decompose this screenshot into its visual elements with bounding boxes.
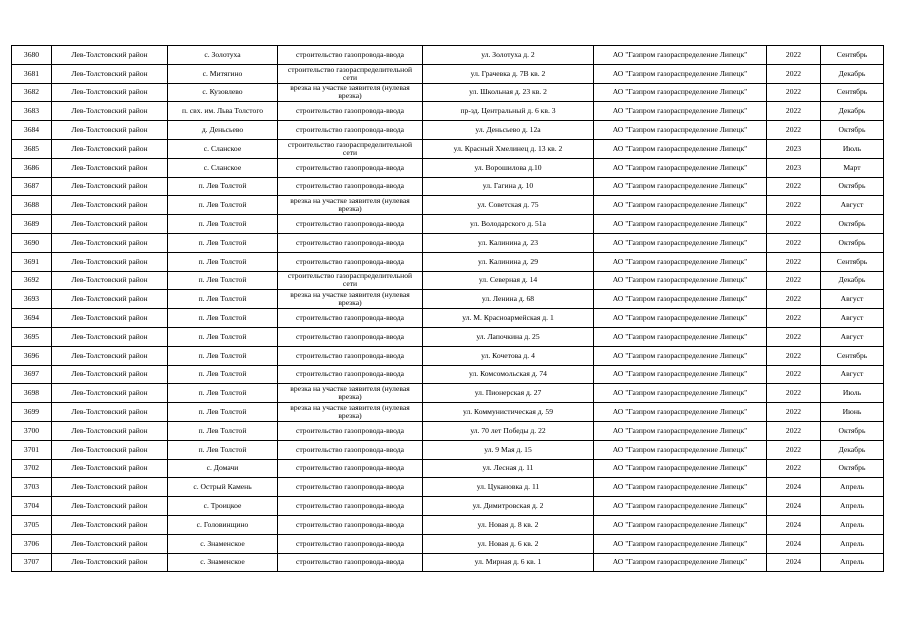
month-cell: Апрель bbox=[821, 478, 884, 497]
organization-cell: АО "Газпром газораспределение Липецк" bbox=[594, 478, 767, 497]
settlement-cell: с. Домачи bbox=[168, 459, 278, 478]
table-row bbox=[12, 553, 884, 572]
address-cell: ул. Цукановка д. 11 bbox=[423, 478, 594, 497]
address-cell: ул. Калинина д. 23 bbox=[423, 233, 594, 252]
address-cell: ул. Советская д. 75 bbox=[423, 196, 594, 215]
address-cell: ул. Золотуха д. 2 bbox=[423, 46, 594, 65]
year-cell: 2022 bbox=[767, 102, 821, 121]
row-number-cell: 3681 bbox=[12, 64, 52, 83]
work-type-cell: врезка на участке заявителя (нулевая врезка) bbox=[278, 83, 423, 102]
month-cell: Апрель bbox=[821, 515, 884, 534]
table-row bbox=[12, 440, 884, 459]
row-number-cell: 3704 bbox=[12, 497, 52, 516]
settlement-cell: п. свх. им. Льва Толстого bbox=[168, 102, 278, 121]
table-row bbox=[12, 327, 884, 346]
year-cell: 2024 bbox=[767, 515, 821, 534]
district-cell: Лев-Толстовский район bbox=[52, 121, 168, 140]
table-row bbox=[12, 215, 884, 234]
work-type-cell: строительство газопровода-ввода bbox=[278, 215, 423, 234]
work-type-cell: строительство газопровода-ввода bbox=[278, 327, 423, 346]
settlement-cell: с. Митягино bbox=[168, 64, 278, 83]
settlement-cell: с. Сланское bbox=[168, 158, 278, 177]
table-row bbox=[12, 252, 884, 271]
row-number-cell: 3701 bbox=[12, 440, 52, 459]
organization-cell: АО "Газпром газораспределение Липецк" bbox=[594, 459, 767, 478]
row-number-cell: 3697 bbox=[12, 365, 52, 384]
row-number-cell: 3695 bbox=[12, 327, 52, 346]
organization-cell: АО "Газпром газораспределение Липецк" bbox=[594, 403, 767, 422]
month-cell: Сентябрь bbox=[821, 346, 884, 365]
work-type-cell: строительство газопровода-ввода bbox=[278, 440, 423, 459]
address-cell: ул. Коммунистическая д. 59 bbox=[423, 403, 594, 422]
row-number-cell: 3686 bbox=[12, 158, 52, 177]
table-row bbox=[12, 139, 884, 158]
address-cell: ул. Кочетова д. 4 bbox=[423, 346, 594, 365]
address-cell: ул. Калинина д. 29 bbox=[423, 252, 594, 271]
month-cell: Октябрь bbox=[821, 233, 884, 252]
table-row bbox=[12, 515, 884, 534]
table-row bbox=[12, 290, 884, 309]
row-number-cell: 3694 bbox=[12, 309, 52, 328]
work-type-cell: строительство газопровода-ввода bbox=[278, 158, 423, 177]
organization-cell: АО "Газпром газораспределение Липецк" bbox=[594, 384, 767, 403]
row-number-cell: 3691 bbox=[12, 252, 52, 271]
district-cell: Лев-Толстовский район bbox=[52, 252, 168, 271]
settlement-cell: с. Знаменское bbox=[168, 534, 278, 553]
month-cell: Август bbox=[821, 309, 884, 328]
work-type-cell: строительство газопровода-ввода bbox=[278, 177, 423, 196]
settlement-cell: п. Лев Толстой bbox=[168, 290, 278, 309]
district-cell: Лев-Толстовский район bbox=[52, 515, 168, 534]
district-cell: Лев-Толстовский район bbox=[52, 403, 168, 422]
settlement-cell: п. Лев Толстой bbox=[168, 177, 278, 196]
address-cell: ул. Красный Хмелинец д. 13 кв. 2 bbox=[423, 139, 594, 158]
table-row bbox=[12, 233, 884, 252]
address-cell: ул. Пионерская д. 27 bbox=[423, 384, 594, 403]
district-cell: Лев-Толстовский район bbox=[52, 102, 168, 121]
row-number-cell: 3690 bbox=[12, 233, 52, 252]
district-cell: Лев-Толстовский район bbox=[52, 497, 168, 516]
work-type-cell: строительство газопровода-ввода bbox=[278, 459, 423, 478]
month-cell: Октябрь bbox=[821, 421, 884, 440]
settlement-cell: п. Лев Толстой bbox=[168, 215, 278, 234]
organization-cell: АО "Газпром газораспределение Липецк" bbox=[594, 233, 767, 252]
district-cell: Лев-Толстовский район bbox=[52, 384, 168, 403]
settlement-cell: п. Лев Толстой bbox=[168, 309, 278, 328]
district-cell: Лев-Толстовский район bbox=[52, 233, 168, 252]
month-cell: Июль bbox=[821, 139, 884, 158]
table-row bbox=[12, 177, 884, 196]
year-cell: 2024 bbox=[767, 553, 821, 572]
district-cell: Лев-Толстовский район bbox=[52, 158, 168, 177]
year-cell: 2024 bbox=[767, 478, 821, 497]
table-row bbox=[12, 102, 884, 121]
address-cell: пр-зд. Центральный д. 6 кв. 3 bbox=[423, 102, 594, 121]
work-type-cell: строительство газопровода-ввода bbox=[278, 121, 423, 140]
organization-cell: АО "Газпром газораспределение Липецк" bbox=[594, 196, 767, 215]
table-row bbox=[12, 64, 884, 83]
settlement-cell: п. Лев Толстой bbox=[168, 327, 278, 346]
settlement-cell: п. Лев Толстой bbox=[168, 440, 278, 459]
table-row bbox=[12, 121, 884, 140]
settlement-cell: п. Лев Толстой bbox=[168, 233, 278, 252]
address-cell: ул. Новая д. 6 кв. 2 bbox=[423, 534, 594, 553]
month-cell: Октябрь bbox=[821, 215, 884, 234]
organization-cell: АО "Газпром газораспределение Липецк" bbox=[594, 46, 767, 65]
work-type-cell: строительство газопровода-ввода bbox=[278, 365, 423, 384]
year-cell: 2022 bbox=[767, 196, 821, 215]
month-cell: Декабрь bbox=[821, 271, 884, 290]
work-type-cell: строительство газопровода-ввода bbox=[278, 515, 423, 534]
organization-cell: АО "Газпром газораспределение Липецк" bbox=[594, 271, 767, 290]
year-cell: 2022 bbox=[767, 233, 821, 252]
organization-cell: АО "Газпром газораспределение Липецк" bbox=[594, 346, 767, 365]
settlement-cell: п. Лев Толстой bbox=[168, 271, 278, 290]
row-number-cell: 3698 bbox=[12, 384, 52, 403]
row-number-cell: 3689 bbox=[12, 215, 52, 234]
table-row bbox=[12, 459, 884, 478]
month-cell: Сентябрь bbox=[821, 46, 884, 65]
row-number-cell: 3703 bbox=[12, 478, 52, 497]
year-cell: 2022 bbox=[767, 46, 821, 65]
year-cell: 2022 bbox=[767, 327, 821, 346]
organization-cell: АО "Газпром газораспределение Липецк" bbox=[594, 365, 767, 384]
organization-cell: АО "Газпром газораспределение Липецк" bbox=[594, 83, 767, 102]
table-row bbox=[12, 309, 884, 328]
settlement-cell: д. Деньсьево bbox=[168, 121, 278, 140]
organization-cell: АО "Газпром газораспределение Липецк" bbox=[594, 421, 767, 440]
work-type-cell: врезка на участке заявителя (нулевая врезка) bbox=[278, 403, 423, 422]
address-cell: ул. 9 Мая д. 15 bbox=[423, 440, 594, 459]
month-cell: Октябрь bbox=[821, 177, 884, 196]
organization-cell: АО "Газпром газораспределение Липецк" bbox=[594, 215, 767, 234]
year-cell: 2022 bbox=[767, 252, 821, 271]
district-cell: Лев-Толстовский район bbox=[52, 177, 168, 196]
settlement-cell: п. Лев Толстой bbox=[168, 384, 278, 403]
year-cell: 2022 bbox=[767, 177, 821, 196]
work-type-cell: строительство газопровода-ввода bbox=[278, 534, 423, 553]
work-type-cell: врезка на участке заявителя (нулевая врезка) bbox=[278, 290, 423, 309]
row-number-cell: 3685 bbox=[12, 139, 52, 158]
district-cell: Лев-Толстовский район bbox=[52, 459, 168, 478]
address-cell: ул. Грачевка д. 7В кв. 2 bbox=[423, 64, 594, 83]
district-cell: Лев-Толстовский район bbox=[52, 215, 168, 234]
work-type-cell: строительство газораспределительной сети bbox=[278, 271, 423, 290]
year-cell: 2022 bbox=[767, 121, 821, 140]
document-page bbox=[11, 45, 883, 572]
address-cell: ул. Лапочкина д. 25 bbox=[423, 327, 594, 346]
year-cell: 2022 bbox=[767, 83, 821, 102]
settlement-cell: п. Лев Толстой bbox=[168, 421, 278, 440]
district-cell: Лев-Толстовский район bbox=[52, 271, 168, 290]
address-cell: ул. 70 лет Победы д. 22 bbox=[423, 421, 594, 440]
table-row bbox=[12, 271, 884, 290]
year-cell: 2022 bbox=[767, 271, 821, 290]
district-cell: Лев-Толстовский район bbox=[52, 365, 168, 384]
year-cell: 2022 bbox=[767, 384, 821, 403]
row-number-cell: 3707 bbox=[12, 553, 52, 572]
settlement-cell: с. Золотуха bbox=[168, 46, 278, 65]
work-type-cell: строительство газопровода-ввода bbox=[278, 233, 423, 252]
year-cell: 2024 bbox=[767, 497, 821, 516]
address-cell: ул. Северная д. 14 bbox=[423, 271, 594, 290]
organization-cell: АО "Газпром газораспределение Липецк" bbox=[594, 534, 767, 553]
work-type-cell: строительство газопровода-ввода bbox=[278, 553, 423, 572]
organization-cell: АО "Газпром газораспределение Липецк" bbox=[594, 309, 767, 328]
month-cell: Август bbox=[821, 290, 884, 309]
work-type-cell: строительство газопровода-ввода bbox=[278, 346, 423, 365]
table-row bbox=[12, 478, 884, 497]
row-number-cell: 3680 bbox=[12, 46, 52, 65]
table-row bbox=[12, 46, 884, 65]
row-number-cell: 3692 bbox=[12, 271, 52, 290]
district-cell: Лев-Толстовский район bbox=[52, 534, 168, 553]
organization-cell: АО "Газпром газораспределение Липецк" bbox=[594, 139, 767, 158]
organization-cell: АО "Газпром газораспределение Липецк" bbox=[594, 515, 767, 534]
district-cell: Лев-Толстовский район bbox=[52, 64, 168, 83]
district-cell: Лев-Толстовский район bbox=[52, 327, 168, 346]
district-cell: Лев-Толстовский район bbox=[52, 440, 168, 459]
month-cell: Сентябрь bbox=[821, 83, 884, 102]
year-cell: 2022 bbox=[767, 365, 821, 384]
year-cell: 2024 bbox=[767, 534, 821, 553]
table-row bbox=[12, 196, 884, 215]
year-cell: 2022 bbox=[767, 459, 821, 478]
address-cell: ул. Деньсьево д. 12а bbox=[423, 121, 594, 140]
address-cell: ул. Володарского д. 51а bbox=[423, 215, 594, 234]
address-cell: ул. Мирная д. 6 кв. 1 bbox=[423, 553, 594, 572]
table-row bbox=[12, 158, 884, 177]
table-row bbox=[12, 497, 884, 516]
month-cell: Апрель bbox=[821, 497, 884, 516]
month-cell: Июнь bbox=[821, 403, 884, 422]
month-cell: Март bbox=[821, 158, 884, 177]
work-type-cell: строительство газопровода-ввода bbox=[278, 478, 423, 497]
district-cell: Лев-Толстовский район bbox=[52, 196, 168, 215]
district-cell: Лев-Толстовский район bbox=[52, 83, 168, 102]
address-cell: ул. М. Красноармейская д. 1 bbox=[423, 309, 594, 328]
address-cell: ул. Лесная д. 11 bbox=[423, 459, 594, 478]
year-cell: 2022 bbox=[767, 309, 821, 328]
district-cell: Лев-Толстовский район bbox=[52, 309, 168, 328]
district-cell: Лев-Толстовский район bbox=[52, 290, 168, 309]
work-type-cell: врезка на участке заявителя (нулевая врезка) bbox=[278, 196, 423, 215]
work-type-cell: врезка на участке заявителя (нулевая врезка) bbox=[278, 384, 423, 403]
gasification-table bbox=[11, 45, 884, 572]
organization-cell: АО "Газпром газораспределение Липецк" bbox=[594, 553, 767, 572]
table-row bbox=[12, 403, 884, 422]
district-cell: Лев-Толстовский район bbox=[52, 46, 168, 65]
district-cell: Лев-Толстовский район bbox=[52, 421, 168, 440]
table-row bbox=[12, 534, 884, 553]
settlement-cell: п. Лев Толстой bbox=[168, 252, 278, 271]
year-cell: 2023 bbox=[767, 158, 821, 177]
row-number-cell: 3688 bbox=[12, 196, 52, 215]
settlement-cell: п. Лев Толстой bbox=[168, 346, 278, 365]
organization-cell: АО "Газпром газораспределение Липецк" bbox=[594, 64, 767, 83]
row-number-cell: 3693 bbox=[12, 290, 52, 309]
month-cell: Декабрь bbox=[821, 64, 884, 83]
address-cell: ул. Ленина д. 68 bbox=[423, 290, 594, 309]
address-cell: ул. Ворошилова д.10 bbox=[423, 158, 594, 177]
work-type-cell: строительство газораспределительной сети bbox=[278, 64, 423, 83]
row-number-cell: 3683 bbox=[12, 102, 52, 121]
organization-cell: АО "Газпром газораспределение Липецк" bbox=[594, 440, 767, 459]
month-cell: Август bbox=[821, 196, 884, 215]
work-type-cell: строительство газопровода-ввода bbox=[278, 252, 423, 271]
organization-cell: АО "Газпром газораспределение Липецк" bbox=[594, 252, 767, 271]
month-cell: Сентябрь bbox=[821, 252, 884, 271]
row-number-cell: 3682 bbox=[12, 83, 52, 102]
row-number-cell: 3687 bbox=[12, 177, 52, 196]
year-cell: 2022 bbox=[767, 64, 821, 83]
table-row bbox=[12, 384, 884, 403]
work-type-cell: строительство газопровода-ввода bbox=[278, 46, 423, 65]
year-cell: 2022 bbox=[767, 215, 821, 234]
table-row bbox=[12, 83, 884, 102]
settlement-cell: с. Кузовлево bbox=[168, 83, 278, 102]
district-cell: Лев-Толстовский район bbox=[52, 346, 168, 365]
district-cell: Лев-Толстовский район bbox=[52, 553, 168, 572]
year-cell: 2022 bbox=[767, 421, 821, 440]
work-type-cell: строительство газопровода-ввода bbox=[278, 421, 423, 440]
settlement-cell: с. Головинщино bbox=[168, 515, 278, 534]
district-cell: Лев-Толстовский район bbox=[52, 478, 168, 497]
table-row bbox=[12, 365, 884, 384]
table-row bbox=[12, 346, 884, 365]
year-cell: 2022 bbox=[767, 346, 821, 365]
organization-cell: АО "Газпром газораспределение Липецк" bbox=[594, 102, 767, 121]
address-cell: ул. Димитровская д. 2 bbox=[423, 497, 594, 516]
month-cell: Июль bbox=[821, 384, 884, 403]
row-number-cell: 3699 bbox=[12, 403, 52, 422]
month-cell: Август bbox=[821, 365, 884, 384]
settlement-cell: п. Лев Толстой bbox=[168, 196, 278, 215]
work-type-cell: строительство газопровода-ввода bbox=[278, 309, 423, 328]
table-row bbox=[12, 421, 884, 440]
settlement-cell: с. Сланское bbox=[168, 139, 278, 158]
year-cell: 2022 bbox=[767, 290, 821, 309]
work-type-cell: строительство газопровода-ввода bbox=[278, 102, 423, 121]
work-type-cell: строительство газопровода-ввода bbox=[278, 497, 423, 516]
row-number-cell: 3684 bbox=[12, 121, 52, 140]
address-cell: ул. Новая д. 8 кв. 2 bbox=[423, 515, 594, 534]
row-number-cell: 3705 bbox=[12, 515, 52, 534]
address-cell: ул. Комсомольская д. 74 bbox=[423, 365, 594, 384]
district-cell: Лев-Толстовский район bbox=[52, 139, 168, 158]
settlement-cell: с. Острый Камень bbox=[168, 478, 278, 497]
work-type-cell: строительство газораспределительной сети bbox=[278, 139, 423, 158]
settlement-cell: с. Знаменское bbox=[168, 553, 278, 572]
organization-cell: АО "Газпром газораспределение Липецк" bbox=[594, 327, 767, 346]
month-cell: Апрель bbox=[821, 553, 884, 572]
settlement-cell: с. Троицкое bbox=[168, 497, 278, 516]
month-cell: Октябрь bbox=[821, 121, 884, 140]
address-cell: ул. Гагина д. 10 bbox=[423, 177, 594, 196]
settlement-cell: п. Лев Толстой bbox=[168, 365, 278, 384]
address-cell: ул. Школьная д. 23 кв. 2 bbox=[423, 83, 594, 102]
organization-cell: АО "Газпром газораспределение Липецк" bbox=[594, 290, 767, 309]
month-cell: Декабрь bbox=[821, 102, 884, 121]
row-number-cell: 3706 bbox=[12, 534, 52, 553]
organization-cell: АО "Газпром газораспределение Липецк" bbox=[594, 177, 767, 196]
organization-cell: АО "Газпром газораспределение Липецк" bbox=[594, 121, 767, 140]
row-number-cell: 3702 bbox=[12, 459, 52, 478]
year-cell: 2022 bbox=[767, 440, 821, 459]
year-cell: 2023 bbox=[767, 139, 821, 158]
organization-cell: АО "Газпром газораспределение Липецк" bbox=[594, 497, 767, 516]
month-cell: Октябрь bbox=[821, 459, 884, 478]
settlement-cell: п. Лев Толстой bbox=[168, 403, 278, 422]
year-cell: 2022 bbox=[767, 403, 821, 422]
row-number-cell: 3700 bbox=[12, 421, 52, 440]
month-cell: Август bbox=[821, 327, 884, 346]
month-cell: Апрель bbox=[821, 534, 884, 553]
month-cell: Декабрь bbox=[821, 440, 884, 459]
row-number-cell: 3696 bbox=[12, 346, 52, 365]
organization-cell: АО "Газпром газораспределение Липецк" bbox=[594, 158, 767, 177]
table-body bbox=[12, 46, 884, 572]
